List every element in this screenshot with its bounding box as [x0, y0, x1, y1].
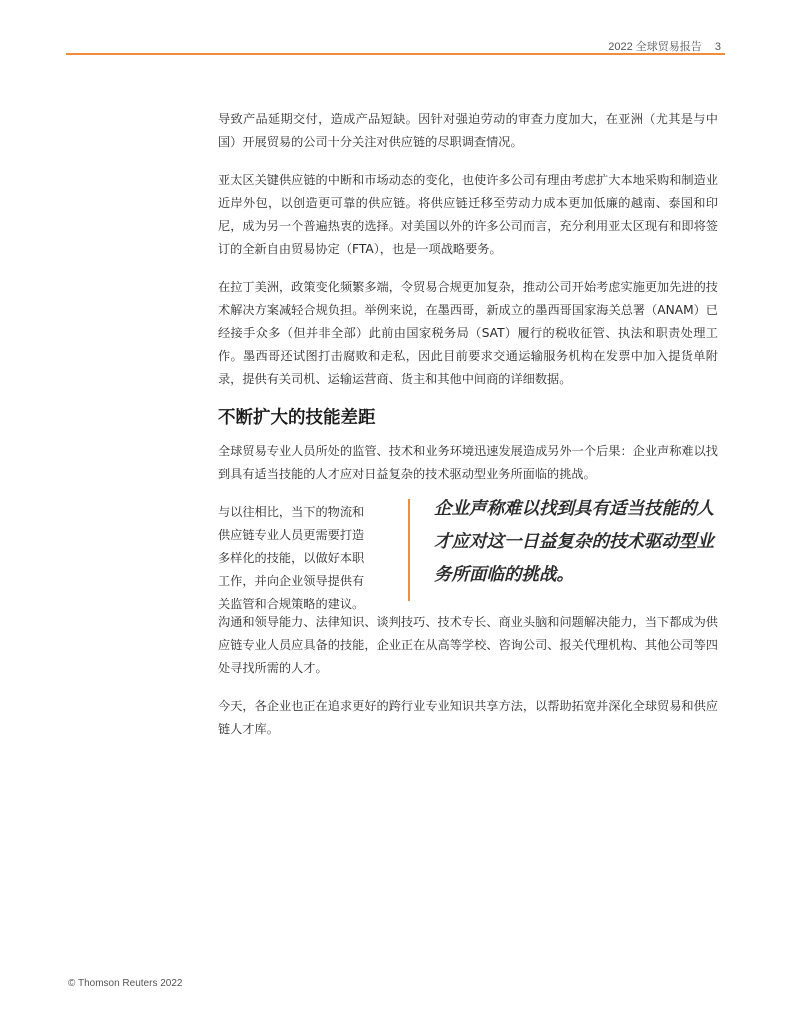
paragraph-5-continued: 沟通和领导能力、法律知识、谈判技巧、技术专长、商业头脑和问题解决能力，当下都成为供应链专业人员应具备的技能，企业正在从高等学校、咨询公司、报关代理机构、其他公司等四处寻找所需的人才。	[218, 615, 718, 675]
main-content	[218, 108, 718, 756]
paragraph-1: 导致产品延期交付，造成产品短缺。因针对强迫劳动的审查力度加大，在亚洲（尤其是与中国）开展贸易的公司十分关注对供应链的尽职调查情况。	[218, 112, 718, 149]
paragraph-3: 在拉丁美洲，政策变化频繁多端，令贸易合规更加复杂，推动公司开始考虑实施更加先进的技术解决方案减轻合规负担。举例来说，在墨西哥，新成立的墨西哥国家海关总署（ANAM）已经接手众多（但并非全部）此前由国家税务局（SAT）履行的税收征管、执法和职责处理工作。墨西哥还试图打击腐败和走私，因此目前要求交通运输服务机构在发票中加入提货单附录，提供有关司机、运输运营商、货主和其他中间商的详细数据。	[218, 280, 718, 386]
page-header	[608, 38, 721, 54]
pull-quote: 企业声称难以找到具有适当技能的人才应对这一日益复杂的技术驱动型业务所面临的挑战。	[434, 499, 714, 585]
report-title: 2022 全球贸易报告	[608, 41, 702, 53]
paragraph-2: 亚太区关键供应链的中断和市场动态的变化，也使许多公司有理由考虑扩大本地采购和制造业近岸外包，以创造更可靠的供应链。将供应链迁移至劳动力成本更加低廉的越南、泰国和印尼，成为另一个普遍热衷的选择。对美国以外的许多公司而言，充分利用亚太区现有和即将签订的全新自由贸易协定（FTA），也是一项战略要务。	[218, 173, 718, 256]
pull-quote-section	[218, 501, 718, 611]
pull-quote-bar	[408, 499, 410, 601]
paragraph-5-lead: 与以往相比，当下的物流和供应链专业人员更需要打造多样化的技能，以做好本职工作，并向企业领导提供有关监管和合规策略的建议。	[218, 505, 365, 611]
header-divider	[66, 53, 725, 55]
page-number: 3	[714, 41, 721, 53]
footer-copyright: © Thomson Reuters 2022	[68, 978, 183, 989]
section-heading: 不断扩大的技能差距	[218, 408, 376, 428]
paragraph-4: 全球贸易专业人员所处的监管、技术和业务环境迅速发展造成另外一个后果：企业声称难以找到具有适当技能的人才应对日益复杂的技术驱动型业务所面临的挑战。	[218, 444, 718, 481]
paragraph-6: 今天，各企业也正在追求更好的跨行业专业知识共享方法，以帮助拓宽并深化全球贸易和供应链人才库。	[218, 699, 718, 736]
